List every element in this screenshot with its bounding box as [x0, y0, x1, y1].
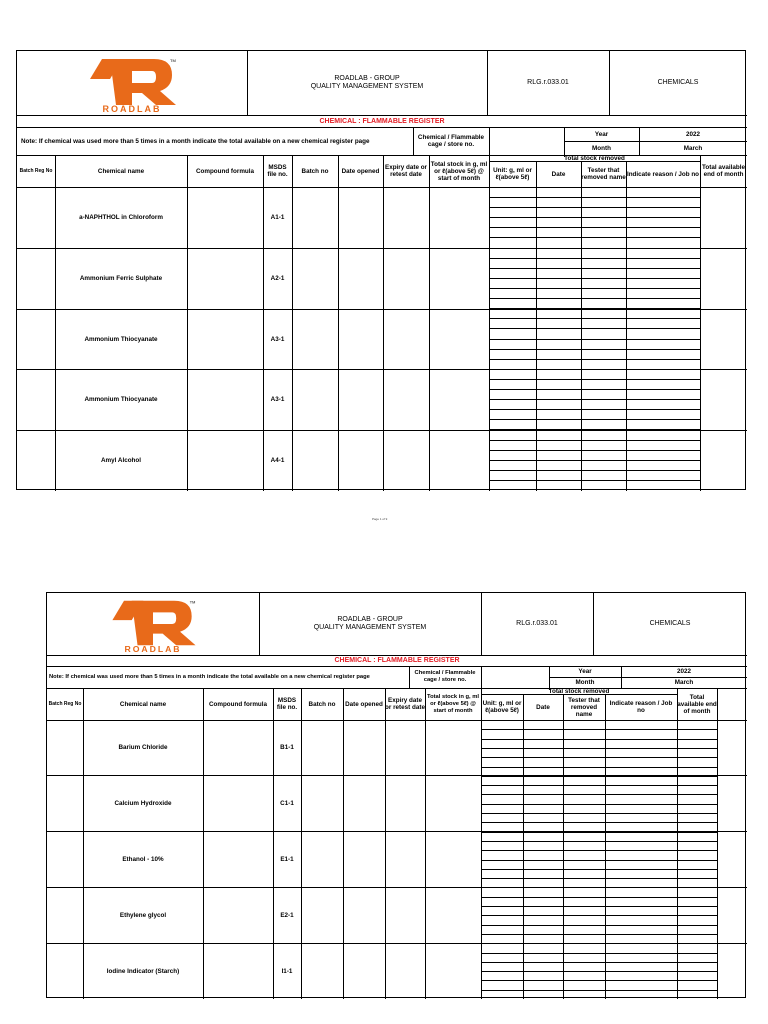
subrow-line	[481, 980, 717, 981]
col-batch-reg: Batch Reg No	[48, 700, 82, 707]
chemical-name-cell: Ammonium Thiocyanate	[84, 395, 158, 403]
subrow-line	[481, 813, 717, 814]
subrow-line	[481, 990, 717, 991]
company-line-1: ROADLAB - GROUP	[337, 616, 403, 623]
subrow-line	[481, 897, 717, 898]
trademark: TM	[189, 600, 196, 605]
roadlab-logo-icon	[95, 595, 211, 653]
subrow-line	[481, 953, 717, 954]
col-reason: Indicate reason / Job no	[609, 700, 673, 714]
subrow-line	[481, 962, 717, 963]
company-line-2: QUALITY MANAGEMENT SYSTEM	[313, 624, 427, 631]
col-tester: Tester that removed name	[581, 167, 626, 181]
month-value: March	[674, 679, 694, 686]
chemical-name-cell: Amyl Alcohol	[100, 456, 141, 464]
msds-cell: I1-1	[281, 967, 293, 975]
subrow-line	[489, 328, 700, 329]
subrow-line	[489, 197, 700, 198]
col-compound-formula: Compound formula	[195, 167, 255, 175]
msds-cell: A2-1	[270, 274, 285, 282]
msds-cell: A3-1	[270, 395, 285, 403]
subrow-line	[481, 785, 717, 786]
msds-cell: A4-1	[270, 456, 285, 464]
subrow-line	[489, 268, 700, 269]
month-value: March	[683, 144, 703, 152]
subrow-line	[481, 850, 717, 851]
month-label: Month	[592, 144, 611, 152]
col-date: Date	[551, 170, 566, 178]
year-label: Year	[578, 668, 592, 675]
col-total-stock: Total stock in g, ml or ℓ(above 5ℓ) @ start of month	[430, 160, 488, 182]
subrow-line	[481, 822, 717, 823]
doc-category: CHEMICALS	[657, 79, 699, 86]
subrow-line	[481, 934, 717, 935]
subrow-line	[489, 440, 700, 441]
chemical-name-cell: Ethylene glycol	[119, 911, 167, 919]
subrow-line	[489, 248, 700, 249]
subrow-line	[481, 748, 717, 749]
register-page-1	[16, 50, 746, 490]
col-compound-formula: Compound formula	[208, 700, 268, 708]
register-page-2	[46, 592, 746, 998]
subrow-line	[489, 258, 700, 259]
chemical-name-cell: Barium Chloride	[118, 744, 168, 751]
col-batch-reg: Batch Reg No	[19, 167, 53, 174]
subrow-line	[481, 971, 717, 972]
subrow-line	[481, 841, 717, 842]
subrow-line	[489, 237, 700, 238]
col-unit: Unit: g, ml or ℓ(above 5ℓ)	[493, 167, 532, 181]
subrow-line	[481, 869, 717, 870]
subrow-line	[481, 739, 717, 740]
company-logo	[47, 593, 259, 655]
col-date-opened: Date opened	[345, 700, 383, 708]
col-total-end: Total available end of month	[702, 164, 745, 178]
chemical-name-cell: Ethanol - 10%	[122, 855, 164, 863]
subrow-line	[489, 399, 700, 400]
msds-cell: E1-1	[280, 855, 294, 863]
col-date-opened: Date opened	[341, 167, 380, 175]
subrow-line	[481, 943, 717, 944]
cage-label: Chemical / Flammable cage / store no.	[414, 670, 476, 683]
chemical-name-cell: a-NAPHTHOL in Chloroform	[79, 213, 163, 221]
col-chemical-name: Chemical name	[97, 167, 145, 175]
subrow-line	[481, 776, 717, 777]
subrow-line	[481, 906, 717, 907]
register-title: CHEMICAL : FLAMMABLE REGISTER	[334, 657, 460, 664]
subrow-line	[481, 757, 717, 758]
subrow-line	[489, 308, 700, 309]
col-unit: Unit: g, ml or ℓ(above 5ℓ)	[482, 700, 522, 714]
subrow-line	[489, 227, 700, 228]
doc-code: RLG.r.033.01	[516, 620, 558, 627]
chemical-name-cell: Ammonium Ferric Sulphate	[79, 274, 163, 282]
subrow-line	[489, 480, 700, 481]
subrow-line	[489, 339, 700, 340]
subrow-line	[489, 429, 700, 430]
msds-cell: C1-1	[280, 799, 294, 807]
col-total-end: Total available end of month	[677, 693, 717, 715]
year-label: Year	[594, 130, 609, 138]
col-date: Date	[536, 703, 550, 711]
subrow-line	[489, 288, 700, 289]
company-logo	[17, 51, 247, 115]
doc-code: RLG.r.033.01	[527, 79, 569, 86]
subrow-line	[489, 278, 700, 279]
year-value: 2022	[676, 668, 691, 675]
subrow-line	[489, 379, 700, 380]
company-line-2: QUALITY MANAGEMENT SYSTEM	[310, 83, 424, 90]
subrow-line	[481, 887, 717, 888]
logo-wordmark: ROADLAB	[124, 644, 182, 653]
col-total-stock-removed: Total stock removed	[548, 688, 610, 694]
col-tester: Tester that removed name	[568, 696, 600, 718]
page-footer: Page 1 of 9	[372, 517, 388, 521]
col-batch-no: Batch no	[301, 167, 329, 175]
company-name	[259, 593, 481, 655]
subrow-line	[481, 804, 717, 805]
subrow-line	[481, 832, 717, 833]
subrow-line	[489, 318, 700, 319]
col-reason: Indicate reason / Job no	[626, 170, 700, 178]
chemical-name-cell: Calcium Hydroxide	[114, 799, 172, 807]
subrow-line	[489, 389, 700, 390]
subrow-line	[481, 794, 717, 795]
year-value: 2022	[685, 130, 700, 138]
subrow-line	[489, 349, 700, 350]
doc-category: CHEMICALS	[649, 620, 691, 627]
msds-cell: A3-1	[270, 335, 285, 343]
subrow-line	[489, 450, 700, 451]
usage-note: Note: If chemical was used more than 5 times in a month indicate the total available on a new chemical register page	[49, 674, 370, 680]
subrow-line	[489, 359, 700, 360]
company-name	[247, 51, 487, 115]
cage-label: Chemical / Flammable cage / store no.	[417, 134, 485, 148]
subrow-line	[481, 729, 717, 730]
subrow-line	[481, 915, 717, 916]
trademark: TM	[170, 58, 176, 63]
col-expiry: Expiry date or retest date	[385, 697, 425, 711]
msds-cell: E2-1	[280, 911, 294, 919]
chemical-name-cell: Iodine Indicator (Starch)	[106, 967, 180, 975]
col-expiry: Expiry date or retest date	[385, 164, 427, 178]
subrow-line	[489, 409, 700, 410]
msds-cell: A1-1	[270, 213, 285, 221]
col-msds: MSDS file no.	[267, 164, 288, 178]
subrow-line	[481, 878, 717, 879]
col-batch-no: Batch no	[308, 700, 336, 708]
company-line-1: ROADLAB - GROUP	[334, 75, 400, 82]
chemical-name-cell: Ammonium Thiocyanate	[84, 335, 158, 343]
subrow-line	[489, 460, 700, 461]
subrow-line	[481, 925, 717, 926]
col-total-stock: Total stock in g, ml or ℓ(above 5ℓ) @ start of month	[426, 693, 480, 714]
month-label: Month	[575, 679, 595, 686]
subrow-line	[489, 369, 700, 370]
subrow-line	[489, 419, 700, 420]
logo-wordmark: ROADLAB	[102, 104, 162, 113]
subrow-line	[481, 860, 717, 861]
col-total-stock-removed: Total stock removed	[564, 155, 625, 161]
roadlab-logo-icon	[72, 53, 192, 113]
subrow-line	[489, 298, 700, 299]
col-msds: MSDS file no.	[276, 697, 298, 711]
subrow-line	[481, 767, 717, 768]
usage-note: Note: If chemical was used more than 5 times in a month indicate the total available on a new chemical register page	[21, 137, 370, 145]
subrow-line	[489, 217, 700, 218]
subrow-line	[489, 470, 700, 471]
subrow-line	[489, 207, 700, 208]
msds-cell: B1-1	[280, 744, 294, 751]
col-chemical-name: Chemical name	[119, 700, 167, 708]
register-title: CHEMICAL : FLAMMABLE REGISTER	[319, 117, 445, 125]
